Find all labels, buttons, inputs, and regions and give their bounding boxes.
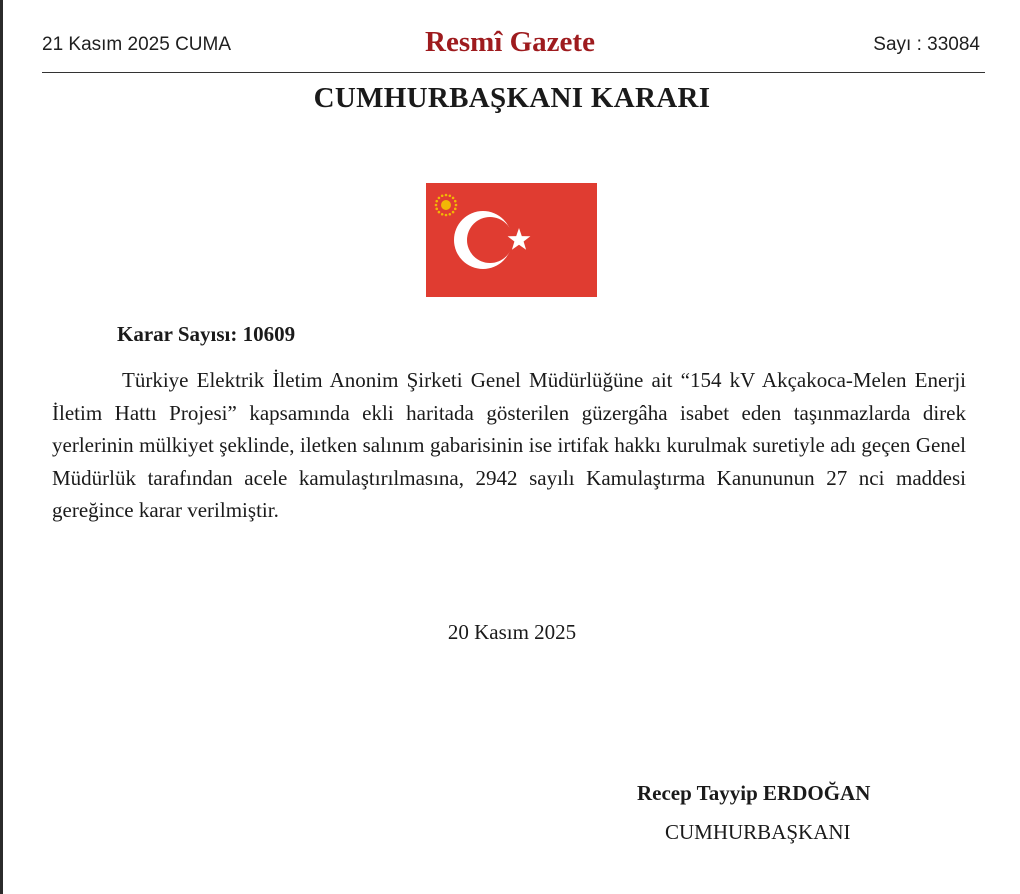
emblem-star-icon (454, 200, 457, 203)
signatory-title: CUMHURBAŞKANI (665, 820, 851, 844)
emblem-star-icon (438, 211, 441, 214)
decision-number: Karar Sayısı: 10609 (117, 322, 296, 346)
emblem-star-icon (452, 211, 455, 214)
emblem-star-icon (435, 208, 438, 211)
emblem-star-icon (441, 213, 444, 216)
page-left-border (0, 0, 3, 894)
emblem-star-icon (449, 194, 452, 197)
header-divider (42, 72, 985, 73)
gazette-title: Resmî Gazete (425, 26, 595, 58)
emblem-star-icon (449, 213, 452, 216)
emblem-star-icon (452, 197, 455, 200)
emblem-star-icon (435, 204, 438, 207)
signatory-name: Recep Tayyip ERDOĞAN (637, 781, 871, 805)
issue-number: Sayı : 33084 (873, 34, 980, 55)
emblem-star-icon (438, 197, 441, 200)
emblem-star-icon (445, 214, 448, 217)
presidential-seal-flag-icon (426, 183, 597, 297)
emblem-star-icon (441, 194, 444, 197)
header-date: 21 Kasım 2025 CUMA (42, 34, 232, 55)
emblem-star-icon (455, 204, 458, 207)
emblem-star-icon (454, 208, 457, 211)
decision-body-text: Türkiye Elektrik İletim Anonim Şirketi Genel Müdürlüğüne ait “154 kV Akçakoca-Melen Enerji İletim Hattı Projesi” kapsamında ekli haritada gösterilen güzergâha isabet eden taşınmazlarda direk yerlerinin mülkiyet şeklinde, iletken salınım gabarisinin ise irtifak hakkı kurulmak suretiyle adı geçen Genel Müdürlük tarafından acele kamulaştırılmasına, 2942 sayılı Kamulaştırma Kanununun 27 nci maddesi gereğince karar verilmiştir. (52, 368, 966, 523)
emblem-star-icon (435, 200, 438, 203)
emblem-star-icon (445, 194, 448, 197)
decision-date: 20 Kasım 2025 (447, 620, 577, 644)
document-type-heading: CUMHURBAŞKANI KARARI (313, 82, 711, 114)
